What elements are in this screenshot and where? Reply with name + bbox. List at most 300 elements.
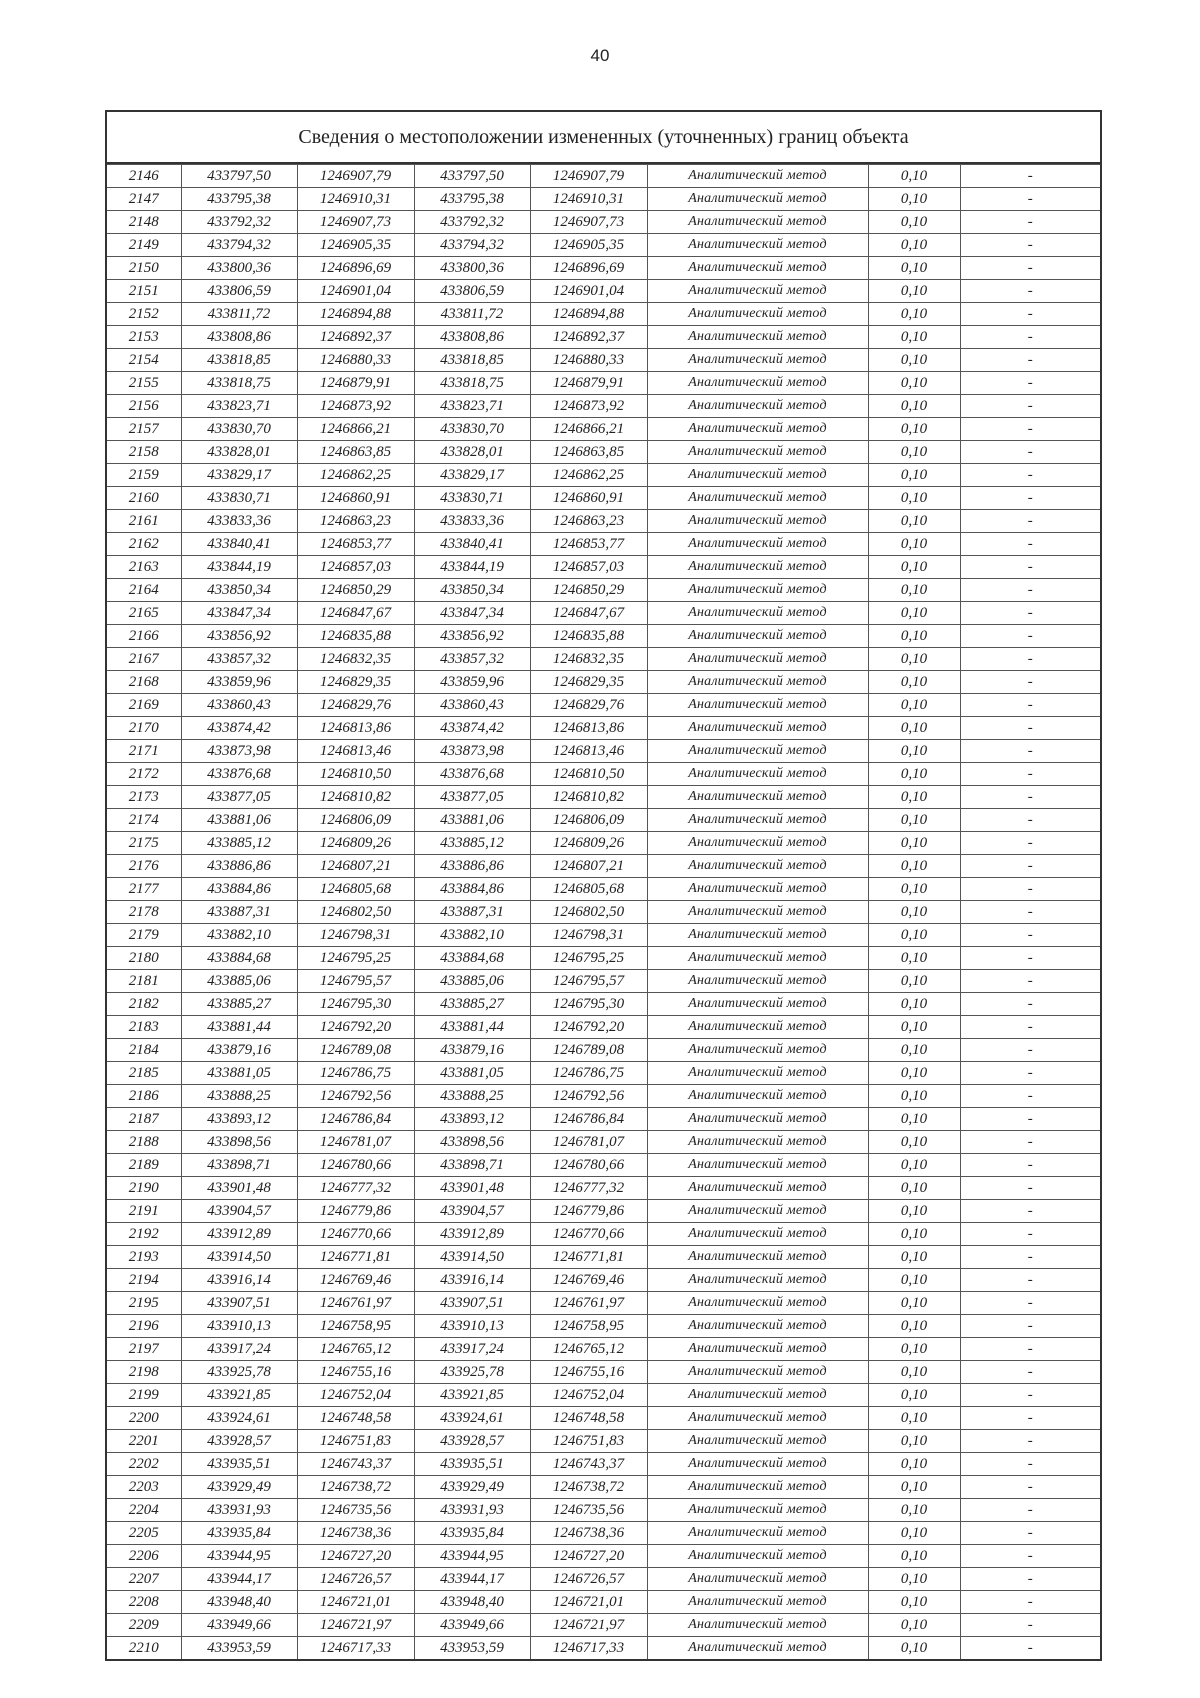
precision-cell: 0,10 xyxy=(868,1223,960,1246)
new-x-cell: 433912,89 xyxy=(414,1223,530,1246)
table-row xyxy=(107,1016,1100,1039)
description-cell: - xyxy=(960,855,1100,878)
new-x-cell: 433885,12 xyxy=(414,832,530,855)
old-y-cell: 1246907,73 xyxy=(297,211,414,234)
new-y-cell: 1246721,01 xyxy=(530,1591,647,1614)
method-cell: Аналитический метод xyxy=(647,1361,868,1384)
method-cell: Аналитический метод xyxy=(647,579,868,602)
table-row xyxy=(107,165,1100,188)
old-y-cell: 1246769,46 xyxy=(297,1269,414,1292)
method-cell: Аналитический метод xyxy=(647,464,868,487)
description-cell: - xyxy=(960,1637,1100,1660)
point-number-cell: 2187 xyxy=(107,1108,181,1131)
method-cell: Аналитический метод xyxy=(647,924,868,947)
new-x-cell: 433928,57 xyxy=(414,1430,530,1453)
table-row xyxy=(107,1269,1100,1292)
table-row xyxy=(107,326,1100,349)
table-row xyxy=(107,1361,1100,1384)
point-number-cell: 2166 xyxy=(107,625,181,648)
method-cell: Аналитический метод xyxy=(647,855,868,878)
precision-cell: 0,10 xyxy=(868,878,960,901)
old-x-cell: 433916,14 xyxy=(181,1269,297,1292)
precision-cell: 0,10 xyxy=(868,1614,960,1637)
old-x-cell: 433921,85 xyxy=(181,1384,297,1407)
precision-cell: 0,10 xyxy=(868,211,960,234)
old-x-cell: 433818,85 xyxy=(181,349,297,372)
precision-cell: 0,10 xyxy=(868,809,960,832)
old-x-cell: 433929,49 xyxy=(181,1476,297,1499)
new-y-cell: 1246810,50 xyxy=(530,763,647,786)
old-x-cell: 433876,68 xyxy=(181,763,297,786)
old-x-cell: 433818,75 xyxy=(181,372,297,395)
new-x-cell: 433847,34 xyxy=(414,602,530,625)
old-y-cell: 1246755,16 xyxy=(297,1361,414,1384)
old-y-cell: 1246810,82 xyxy=(297,786,414,809)
table-row xyxy=(107,947,1100,970)
method-cell: Аналитический метод xyxy=(647,1246,868,1269)
new-y-cell: 1246866,21 xyxy=(530,418,647,441)
method-cell: Аналитический метод xyxy=(647,625,868,648)
new-x-cell: 433879,16 xyxy=(414,1039,530,1062)
table-row xyxy=(107,878,1100,901)
old-y-cell: 1246795,30 xyxy=(297,993,414,1016)
table-row xyxy=(107,809,1100,832)
new-y-cell: 1246813,86 xyxy=(530,717,647,740)
table-row xyxy=(107,1292,1100,1315)
method-cell: Аналитический метод xyxy=(647,1384,868,1407)
method-cell: Аналитический метод xyxy=(647,1545,868,1568)
new-x-cell: 433893,12 xyxy=(414,1108,530,1131)
new-y-cell: 1246810,82 xyxy=(530,786,647,809)
method-cell: Аналитический метод xyxy=(647,211,868,234)
old-x-cell: 433885,27 xyxy=(181,993,297,1016)
precision-cell: 0,10 xyxy=(868,786,960,809)
point-number-cell: 2201 xyxy=(107,1430,181,1453)
old-y-cell: 1246847,67 xyxy=(297,602,414,625)
point-number-cell: 2184 xyxy=(107,1039,181,1062)
new-x-cell: 433901,48 xyxy=(414,1177,530,1200)
table-row xyxy=(107,1568,1100,1591)
method-cell: Аналитический метод xyxy=(647,234,868,257)
new-x-cell: 433881,06 xyxy=(414,809,530,832)
old-y-cell: 1246758,95 xyxy=(297,1315,414,1338)
new-x-cell: 433944,95 xyxy=(414,1545,530,1568)
table-row xyxy=(107,1591,1100,1614)
method-cell: Аналитический метод xyxy=(647,303,868,326)
old-y-cell: 1246738,36 xyxy=(297,1522,414,1545)
method-cell: Аналитический метод xyxy=(647,1223,868,1246)
description-cell: - xyxy=(960,234,1100,257)
description-cell: - xyxy=(960,1108,1100,1131)
old-x-cell: 433935,84 xyxy=(181,1522,297,1545)
precision-cell: 0,10 xyxy=(868,717,960,740)
new-y-cell: 1246806,09 xyxy=(530,809,647,832)
old-x-cell: 433928,57 xyxy=(181,1430,297,1453)
method-cell: Аналитический метод xyxy=(647,763,868,786)
precision-cell: 0,10 xyxy=(868,970,960,993)
description-cell: - xyxy=(960,303,1100,326)
new-x-cell: 433916,14 xyxy=(414,1269,530,1292)
old-y-cell: 1246813,86 xyxy=(297,717,414,740)
old-y-cell: 1246721,01 xyxy=(297,1591,414,1614)
point-number-cell: 2193 xyxy=(107,1246,181,1269)
new-y-cell: 1246894,88 xyxy=(530,303,647,326)
precision-cell: 0,10 xyxy=(868,1522,960,1545)
old-y-cell: 1246879,91 xyxy=(297,372,414,395)
new-y-cell: 1246795,30 xyxy=(530,993,647,1016)
description-cell: - xyxy=(960,487,1100,510)
precision-cell: 0,10 xyxy=(868,579,960,602)
method-cell: Аналитический метод xyxy=(647,326,868,349)
point-number-cell: 2196 xyxy=(107,1315,181,1338)
table-row xyxy=(107,1131,1100,1154)
table-row xyxy=(107,257,1100,280)
old-x-cell: 433910,13 xyxy=(181,1315,297,1338)
method-cell: Аналитический метод xyxy=(647,1016,868,1039)
description-cell: - xyxy=(960,1039,1100,1062)
old-x-cell: 433907,51 xyxy=(181,1292,297,1315)
new-y-cell: 1246798,31 xyxy=(530,924,647,947)
description-cell: - xyxy=(960,740,1100,763)
new-x-cell: 433931,93 xyxy=(414,1499,530,1522)
old-y-cell: 1246781,07 xyxy=(297,1131,414,1154)
point-number-cell: 2189 xyxy=(107,1154,181,1177)
method-cell: Аналитический метод xyxy=(647,648,868,671)
old-x-cell: 433944,17 xyxy=(181,1568,297,1591)
precision-cell: 0,10 xyxy=(868,1453,960,1476)
new-y-cell: 1246781,07 xyxy=(530,1131,647,1154)
table-row xyxy=(107,1407,1100,1430)
new-x-cell: 433877,05 xyxy=(414,786,530,809)
new-y-cell: 1246758,95 xyxy=(530,1315,647,1338)
point-number-cell: 2157 xyxy=(107,418,181,441)
table-row xyxy=(107,1039,1100,1062)
new-x-cell: 433874,42 xyxy=(414,717,530,740)
old-y-cell: 1246905,35 xyxy=(297,234,414,257)
point-number-cell: 2174 xyxy=(107,809,181,832)
new-y-cell: 1246829,35 xyxy=(530,671,647,694)
new-x-cell: 433818,75 xyxy=(414,372,530,395)
old-y-cell: 1246907,79 xyxy=(297,165,414,188)
old-x-cell: 433949,66 xyxy=(181,1614,297,1637)
table-row xyxy=(107,832,1100,855)
point-number-cell: 2202 xyxy=(107,1453,181,1476)
precision-cell: 0,10 xyxy=(868,510,960,533)
new-y-cell: 1246863,85 xyxy=(530,441,647,464)
precision-cell: 0,10 xyxy=(868,602,960,625)
method-cell: Аналитический метод xyxy=(647,740,868,763)
new-x-cell: 433850,34 xyxy=(414,579,530,602)
old-x-cell: 433792,32 xyxy=(181,211,297,234)
precision-cell: 0,10 xyxy=(868,1476,960,1499)
description-cell: - xyxy=(960,1361,1100,1384)
description-cell: - xyxy=(960,947,1100,970)
new-y-cell: 1246802,50 xyxy=(530,901,647,924)
old-y-cell: 1246832,35 xyxy=(297,648,414,671)
point-number-cell: 2204 xyxy=(107,1499,181,1522)
new-x-cell: 433948,40 xyxy=(414,1591,530,1614)
old-x-cell: 433857,32 xyxy=(181,648,297,671)
description-cell: - xyxy=(960,1430,1100,1453)
old-y-cell: 1246807,21 xyxy=(297,855,414,878)
precision-cell: 0,10 xyxy=(868,441,960,464)
description-cell: - xyxy=(960,1200,1100,1223)
new-x-cell: 433856,92 xyxy=(414,625,530,648)
method-cell: Аналитический метод xyxy=(647,1453,868,1476)
method-cell: Аналитический метод xyxy=(647,280,868,303)
old-y-cell: 1246910,31 xyxy=(297,188,414,211)
new-x-cell: 433876,68 xyxy=(414,763,530,786)
description-cell: - xyxy=(960,1154,1100,1177)
old-x-cell: 433850,34 xyxy=(181,579,297,602)
old-y-cell: 1246894,88 xyxy=(297,303,414,326)
method-cell: Аналитический метод xyxy=(647,556,868,579)
old-x-cell: 433904,57 xyxy=(181,1200,297,1223)
new-x-cell: 433860,43 xyxy=(414,694,530,717)
new-y-cell: 1246748,58 xyxy=(530,1407,647,1430)
old-y-cell: 1246860,91 xyxy=(297,487,414,510)
point-number-cell: 2179 xyxy=(107,924,181,947)
description-cell: - xyxy=(960,694,1100,717)
new-y-cell: 1246761,97 xyxy=(530,1292,647,1315)
old-y-cell: 1246806,09 xyxy=(297,809,414,832)
description-cell: - xyxy=(960,1384,1100,1407)
point-number-cell: 2208 xyxy=(107,1591,181,1614)
old-x-cell: 433948,40 xyxy=(181,1591,297,1614)
point-number-cell: 2164 xyxy=(107,579,181,602)
new-x-cell: 433884,68 xyxy=(414,947,530,970)
table-row xyxy=(107,303,1100,326)
old-y-cell: 1246805,68 xyxy=(297,878,414,901)
table-row xyxy=(107,717,1100,740)
new-x-cell: 433881,44 xyxy=(414,1016,530,1039)
method-cell: Аналитический метод xyxy=(647,1200,868,1223)
table-row xyxy=(107,1200,1100,1223)
method-cell: Аналитический метод xyxy=(647,1407,868,1430)
new-y-cell: 1246727,20 xyxy=(530,1545,647,1568)
old-x-cell: 433881,44 xyxy=(181,1016,297,1039)
point-number-cell: 2154 xyxy=(107,349,181,372)
point-number-cell: 2205 xyxy=(107,1522,181,1545)
old-x-cell: 433806,59 xyxy=(181,280,297,303)
new-x-cell: 433904,57 xyxy=(414,1200,530,1223)
precision-cell: 0,10 xyxy=(868,1499,960,1522)
table-row xyxy=(107,1476,1100,1499)
point-number-cell: 2173 xyxy=(107,786,181,809)
new-y-cell: 1246771,81 xyxy=(530,1246,647,1269)
new-y-cell: 1246853,77 xyxy=(530,533,647,556)
old-x-cell: 433874,42 xyxy=(181,717,297,740)
description-cell: - xyxy=(960,786,1100,809)
new-x-cell: 433929,49 xyxy=(414,1476,530,1499)
old-y-cell: 1246866,21 xyxy=(297,418,414,441)
precision-cell: 0,10 xyxy=(868,556,960,579)
table-row xyxy=(107,234,1100,257)
old-y-cell: 1246813,46 xyxy=(297,740,414,763)
new-x-cell: 433840,41 xyxy=(414,533,530,556)
old-x-cell: 433885,12 xyxy=(181,832,297,855)
point-number-cell: 2171 xyxy=(107,740,181,763)
new-y-cell: 1246726,57 xyxy=(530,1568,647,1591)
table-row xyxy=(107,694,1100,717)
old-x-cell: 433794,32 xyxy=(181,234,297,257)
new-y-cell: 1246910,31 xyxy=(530,188,647,211)
description-cell: - xyxy=(960,763,1100,786)
description-cell: - xyxy=(960,1246,1100,1269)
point-number-cell: 2162 xyxy=(107,533,181,556)
precision-cell: 0,10 xyxy=(868,349,960,372)
precision-cell: 0,10 xyxy=(868,1108,960,1131)
old-x-cell: 433811,72 xyxy=(181,303,297,326)
table-row xyxy=(107,1338,1100,1361)
new-x-cell: 433830,70 xyxy=(414,418,530,441)
old-y-cell: 1246829,35 xyxy=(297,671,414,694)
old-y-cell: 1246835,88 xyxy=(297,625,414,648)
point-number-cell: 2207 xyxy=(107,1568,181,1591)
table-row xyxy=(107,1223,1100,1246)
new-y-cell: 1246860,91 xyxy=(530,487,647,510)
point-number-cell: 2156 xyxy=(107,395,181,418)
table-row xyxy=(107,211,1100,234)
new-x-cell: 433898,71 xyxy=(414,1154,530,1177)
new-y-cell: 1246738,36 xyxy=(530,1522,647,1545)
precision-cell: 0,10 xyxy=(868,487,960,510)
description-cell: - xyxy=(960,579,1100,602)
point-number-cell: 2199 xyxy=(107,1384,181,1407)
point-number-cell: 2192 xyxy=(107,1223,181,1246)
point-number-cell: 2146 xyxy=(107,165,181,188)
old-y-cell: 1246892,37 xyxy=(297,326,414,349)
description-cell: - xyxy=(960,1315,1100,1338)
description-cell: - xyxy=(960,395,1100,418)
new-y-cell: 1246807,21 xyxy=(530,855,647,878)
table-row xyxy=(107,740,1100,763)
old-y-cell: 1246789,08 xyxy=(297,1039,414,1062)
description-cell: - xyxy=(960,648,1100,671)
method-cell: Аналитический метод xyxy=(647,901,868,924)
precision-cell: 0,10 xyxy=(868,1315,960,1338)
description-cell: - xyxy=(960,1292,1100,1315)
precision-cell: 0,10 xyxy=(868,901,960,924)
old-x-cell: 433888,25 xyxy=(181,1085,297,1108)
new-x-cell: 433935,51 xyxy=(414,1453,530,1476)
new-y-cell: 1246779,86 xyxy=(530,1200,647,1223)
old-x-cell: 433881,06 xyxy=(181,809,297,832)
description-cell: - xyxy=(960,625,1100,648)
method-cell: Аналитический метод xyxy=(647,694,868,717)
precision-cell: 0,10 xyxy=(868,1085,960,1108)
new-x-cell: 433887,31 xyxy=(414,901,530,924)
point-number-cell: 2158 xyxy=(107,441,181,464)
method-cell: Аналитический метод xyxy=(647,1568,868,1591)
old-y-cell: 1246792,20 xyxy=(297,1016,414,1039)
point-number-cell: 2147 xyxy=(107,188,181,211)
precision-cell: 0,10 xyxy=(868,165,960,188)
table-row xyxy=(107,1085,1100,1108)
table-row xyxy=(107,625,1100,648)
old-x-cell: 433886,86 xyxy=(181,855,297,878)
description-cell: - xyxy=(960,1591,1100,1614)
point-number-cell: 2198 xyxy=(107,1361,181,1384)
precision-cell: 0,10 xyxy=(868,326,960,349)
old-x-cell: 433884,68 xyxy=(181,947,297,970)
precision-cell: 0,10 xyxy=(868,763,960,786)
point-number-cell: 2206 xyxy=(107,1545,181,1568)
method-cell: Аналитический метод xyxy=(647,1062,868,1085)
description-cell: - xyxy=(960,924,1100,947)
new-x-cell: 433818,85 xyxy=(414,349,530,372)
point-number-cell: 2169 xyxy=(107,694,181,717)
precision-cell: 0,10 xyxy=(868,1016,960,1039)
point-number-cell: 2185 xyxy=(107,1062,181,1085)
precision-cell: 0,10 xyxy=(868,1200,960,1223)
precision-cell: 0,10 xyxy=(868,1637,960,1660)
point-number-cell: 2163 xyxy=(107,556,181,579)
old-y-cell: 1246726,57 xyxy=(297,1568,414,1591)
new-x-cell: 433792,32 xyxy=(414,211,530,234)
old-x-cell: 433917,24 xyxy=(181,1338,297,1361)
point-number-cell: 2181 xyxy=(107,970,181,993)
new-x-cell: 433953,59 xyxy=(414,1637,530,1660)
page-number: 40 xyxy=(590,46,610,65)
point-number-cell: 2149 xyxy=(107,234,181,257)
point-number-cell: 2194 xyxy=(107,1269,181,1292)
boundary-table-frame xyxy=(105,110,1102,1661)
new-x-cell: 433885,27 xyxy=(414,993,530,1016)
description-cell: - xyxy=(960,1131,1100,1154)
old-y-cell: 1246738,72 xyxy=(297,1476,414,1499)
method-cell: Аналитический метод xyxy=(647,832,868,855)
precision-cell: 0,10 xyxy=(868,947,960,970)
table-row xyxy=(107,1637,1100,1660)
precision-cell: 0,10 xyxy=(868,671,960,694)
old-x-cell: 433881,05 xyxy=(181,1062,297,1085)
point-number-cell: 2210 xyxy=(107,1637,181,1660)
new-y-cell: 1246829,76 xyxy=(530,694,647,717)
precision-cell: 0,10 xyxy=(868,1338,960,1361)
new-y-cell: 1246752,04 xyxy=(530,1384,647,1407)
point-number-cell: 2177 xyxy=(107,878,181,901)
point-number-cell: 2190 xyxy=(107,1177,181,1200)
old-x-cell: 433847,34 xyxy=(181,602,297,625)
new-y-cell: 1246792,20 xyxy=(530,1016,647,1039)
new-x-cell: 433944,17 xyxy=(414,1568,530,1591)
old-y-cell: 1246809,26 xyxy=(297,832,414,855)
precision-cell: 0,10 xyxy=(868,694,960,717)
old-y-cell: 1246771,81 xyxy=(297,1246,414,1269)
old-y-cell: 1246829,76 xyxy=(297,694,414,717)
description-cell: - xyxy=(960,878,1100,901)
point-number-cell: 2170 xyxy=(107,717,181,740)
old-x-cell: 433898,71 xyxy=(181,1154,297,1177)
table-row xyxy=(107,993,1100,1016)
method-cell: Аналитический метод xyxy=(647,441,868,464)
table-row xyxy=(107,786,1100,809)
new-x-cell: 433888,25 xyxy=(414,1085,530,1108)
description-cell: - xyxy=(960,832,1100,855)
coordinates-table xyxy=(107,164,1100,1659)
new-x-cell: 433830,71 xyxy=(414,487,530,510)
precision-cell: 0,10 xyxy=(868,924,960,947)
table-row xyxy=(107,1315,1100,1338)
precision-cell: 0,10 xyxy=(868,464,960,487)
old-y-cell: 1246863,85 xyxy=(297,441,414,464)
new-x-cell: 433873,98 xyxy=(414,740,530,763)
method-cell: Аналитический метод xyxy=(647,165,868,188)
old-y-cell: 1246751,83 xyxy=(297,1430,414,1453)
new-y-cell: 1246765,12 xyxy=(530,1338,647,1361)
precision-cell: 0,10 xyxy=(868,280,960,303)
